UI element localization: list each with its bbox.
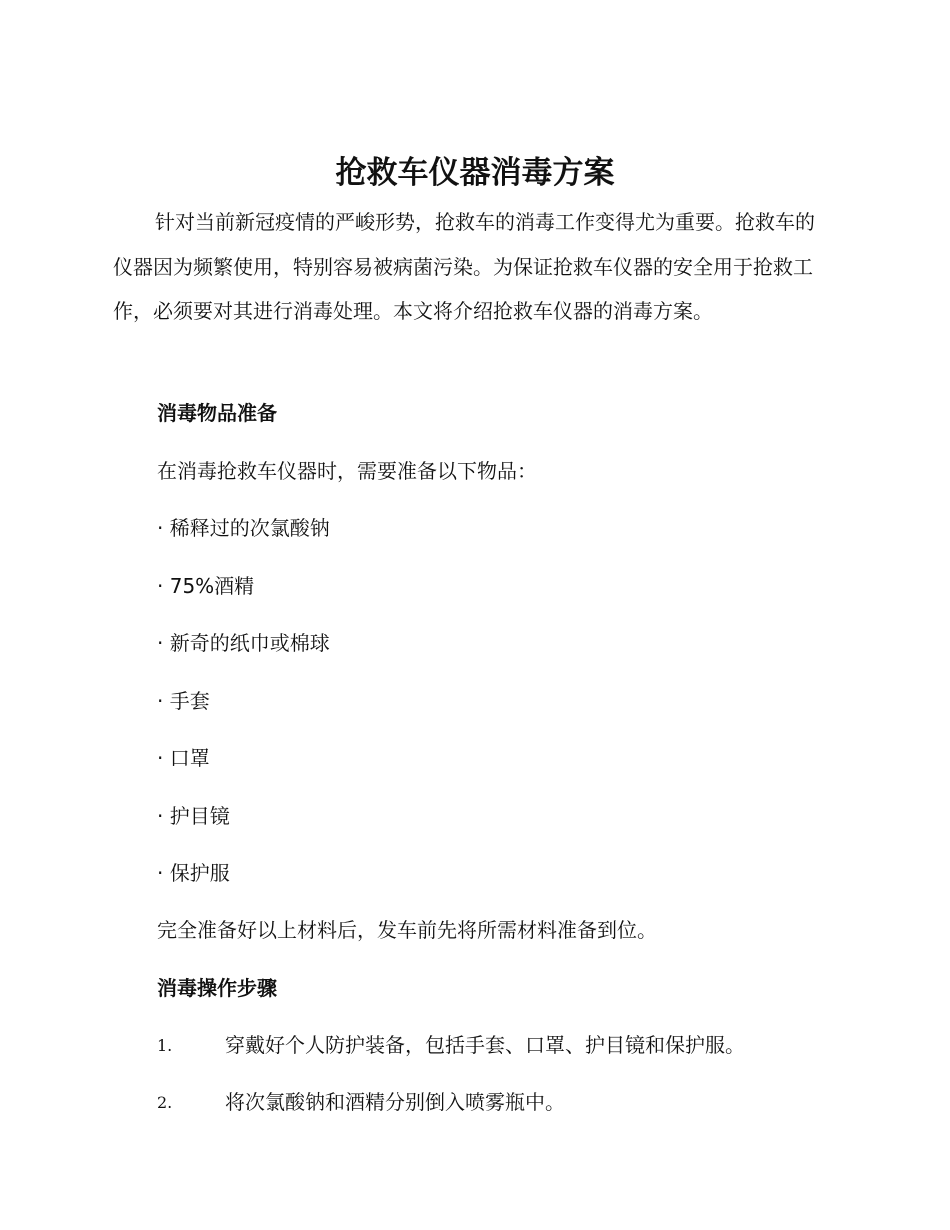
step-text: 将次氯酸钠和酒精分别倒入喷雾瓶中。 [225, 1090, 565, 1114]
supply-item: · 稀释过的次氯酸钠 [157, 516, 330, 540]
supplies-closing-text: 完全准备好以上材料后，发车前先将所需材料准备到位。 [157, 918, 657, 942]
supply-item: · 75%酒精 [157, 574, 255, 598]
supply-item: · 护目镜 [157, 804, 230, 828]
step-text: 穿戴好个人防护装备，包括手套、口罩、护目镜和保护服。 [225, 1033, 745, 1057]
supply-item: · 手套 [157, 689, 210, 713]
section-heading-steps: 消毒操作步骤 [157, 976, 277, 1000]
intro-paragraph: 针对当前新冠疫情的严峻形势，抢救车的消毒工作变得尤为重要。抢救车的仪器因为频繁使用，特别容易被病菌污染。为保证抢救车仪器的安全用于抢救工作，必须要对其进行消毒处理。本文将介绍抢救车仪器的消毒方案。 [113, 210, 815, 323]
section-heading-supplies: 消毒物品准备 [157, 401, 277, 425]
step-number: 1. [157, 1036, 173, 1055]
step-number: 2. [157, 1093, 173, 1112]
supply-item: · 保护服 [157, 861, 230, 885]
supplies-lead-text: 在消毒抢救车仪器时，需要准备以下物品： [157, 459, 537, 483]
document-title: 抢救车仪器消毒方案 [335, 155, 615, 191]
supply-item: · 新奇的纸巾或棉球 [157, 631, 330, 655]
supply-item: · 口罩 [157, 746, 210, 770]
